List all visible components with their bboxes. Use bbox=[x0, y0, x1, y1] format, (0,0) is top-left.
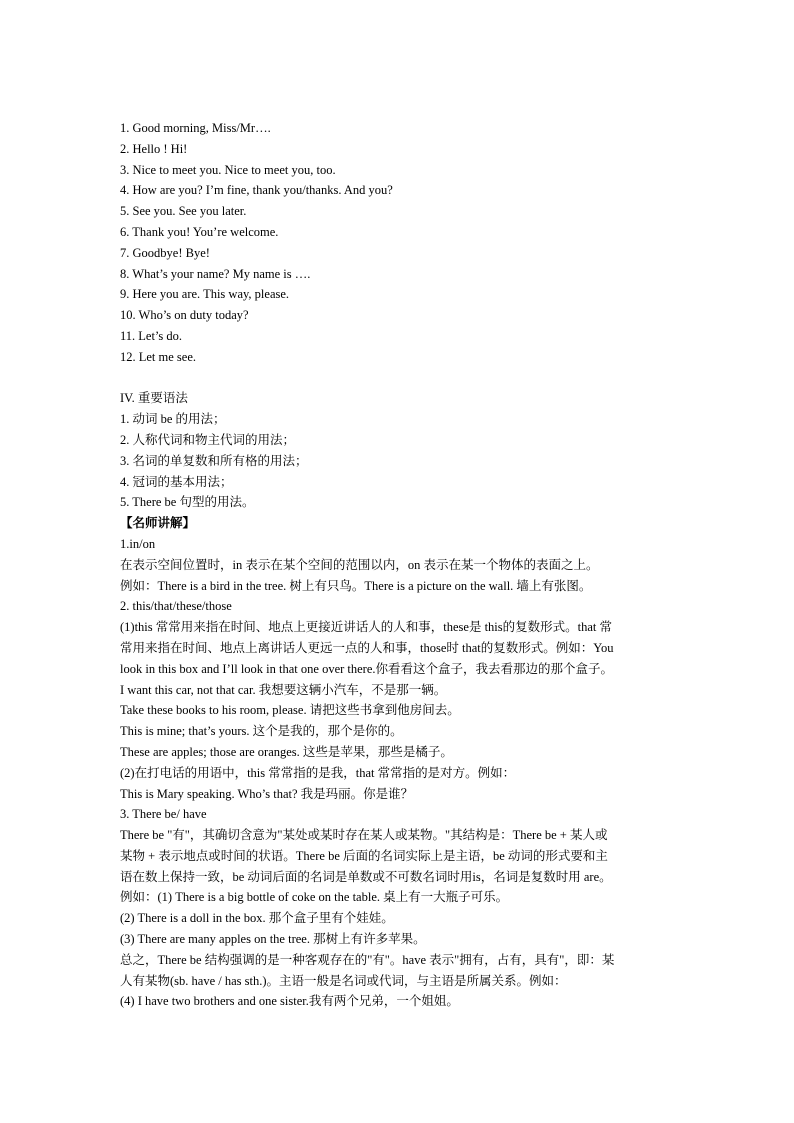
lecture-line: 3. There be/ have bbox=[120, 807, 207, 822]
greeting-line: 4. How are you? I’m fine, thank you/thanks. And you? bbox=[120, 183, 393, 198]
lecture-line: 语在数上保持一致，be 动词后面的名词是单数或不可数名词时用is，名词是复数时用 are。 bbox=[120, 869, 612, 884]
greeting-line: 11. Let’s do. bbox=[120, 328, 183, 343]
lecture-section bbox=[120, 513, 680, 1012]
lecture-line: 人有某物(sb. have / has sth.)。主语一般是名词或代词，与主语是所属关系。例如： bbox=[120, 973, 567, 988]
lecture-line: (2) There is a doll in the box. 那个盒子里有个娃娃。 bbox=[120, 911, 394, 926]
lecture-line: (4) I have two brothers and one sister.我有两个兄弟，一个姐姐。 bbox=[120, 994, 459, 1009]
greeting-line: 3. Nice to meet you. Nice to meet you, too. bbox=[120, 162, 336, 177]
greeting-line: 1. Good morning, Miss/Mr…. bbox=[120, 121, 271, 135]
greeting-line: 12. Let me see. bbox=[120, 349, 197, 364]
lecture-line: 常用来指在时间、地点上离讲话人更远一点的人和事，those时 that的复数形式。例如：You bbox=[120, 640, 614, 655]
grammar-item: 5. There be 句型的用法。 bbox=[120, 495, 255, 510]
lecture-line: There be "有"，其确切含意为"某处或某时存在某人或某物。"其结构是：There be + 某人或 bbox=[120, 828, 608, 843]
grammar-item: 4. 冠词的基本用法； bbox=[120, 474, 233, 489]
lecture-line: 1.in/on bbox=[120, 536, 156, 551]
lecture-line: 2. this/that/these/those bbox=[120, 599, 232, 614]
grammar-heading: IV. 重要语法 bbox=[120, 391, 188, 406]
lecture-line: Take these books to his room, please. 请把这些书拿到他房间去。 bbox=[120, 703, 460, 718]
grammar-item: 1. 动词 be 的用法； bbox=[120, 412, 226, 427]
greeting-line: 7. Goodbye! Bye! bbox=[120, 245, 210, 260]
greetings-list bbox=[120, 118, 680, 368]
lecture-line: This is mine; that’s yours. 这个是我的，那个是你的。 bbox=[120, 724, 403, 739]
lecture-line: (2)在打电话的用语中，this 常常指的是我，that 常常指的是对方。例如： bbox=[120, 765, 516, 780]
lecture-line: This is Mary speaking. Who’s that? 我是玛丽。你是谁？ bbox=[120, 786, 414, 801]
grammar-section bbox=[120, 388, 680, 513]
grammar-item: 3. 名词的单复数和所有格的用法； bbox=[120, 453, 308, 468]
lecture-line: 例如：(1) There is a big bottle of coke on the table. 桌上有一大瓶子可乐。 bbox=[120, 890, 509, 905]
lecture-line: 在表示空间位置时，in 表示在某个空间的范围以内，on 表示在某一个物体的表面之上。 bbox=[120, 557, 599, 572]
greeting-line: 5. See you. See you later. bbox=[120, 204, 247, 219]
grammar-item: 2. 人称代词和物主代词的用法； bbox=[120, 432, 296, 447]
lecture-line: These are apples; those are oranges. 这些是苹果，那些是橘子。 bbox=[120, 744, 453, 759]
greeting-line: 6. Thank you! You’re welcome. bbox=[120, 224, 279, 239]
lecture-line: look in this box and I’ll look in that one over there.你看看这个盒子，我去看那边的那个盒子。 bbox=[120, 661, 614, 676]
blank-line bbox=[120, 368, 680, 389]
document-page bbox=[120, 118, 680, 1012]
greeting-line: 8. What’s your name? My name is …. bbox=[120, 266, 311, 281]
lecture-line: I want this car, not that car. 我想要这辆小汽车，不是那一辆。 bbox=[120, 682, 447, 697]
greeting-line: 10. Who’s on duty today? bbox=[120, 308, 249, 323]
lecture-line: 总之，There be 结构强调的是一种客观存在的"有"。have 表示"拥有，占有，具有"，即：某 bbox=[120, 952, 615, 967]
greeting-line: 9. Here you are. This way, please. bbox=[120, 287, 290, 302]
lecture-line: (1)this 常常用来指在时间、地点上更接近讲话人的人和事，these是 this的复数形式。that 常 bbox=[120, 620, 612, 635]
lecture-line: 例如：There is a bird in the tree. 树上有只鸟。There is a picture on the wall. 墙上有张图。 bbox=[120, 578, 592, 593]
lecture-heading: 【名师讲解】 bbox=[120, 516, 196, 531]
greeting-line: 2. Hello ! Hi! bbox=[120, 141, 188, 156]
lecture-line: 某物 + 表示地点或时间的状语。There be 后面的名词实际上是主语，be 动词的形式要和主 bbox=[120, 848, 608, 863]
lecture-line: (3) There are many apples on the tree. 那树上有许多苹果。 bbox=[120, 932, 426, 947]
